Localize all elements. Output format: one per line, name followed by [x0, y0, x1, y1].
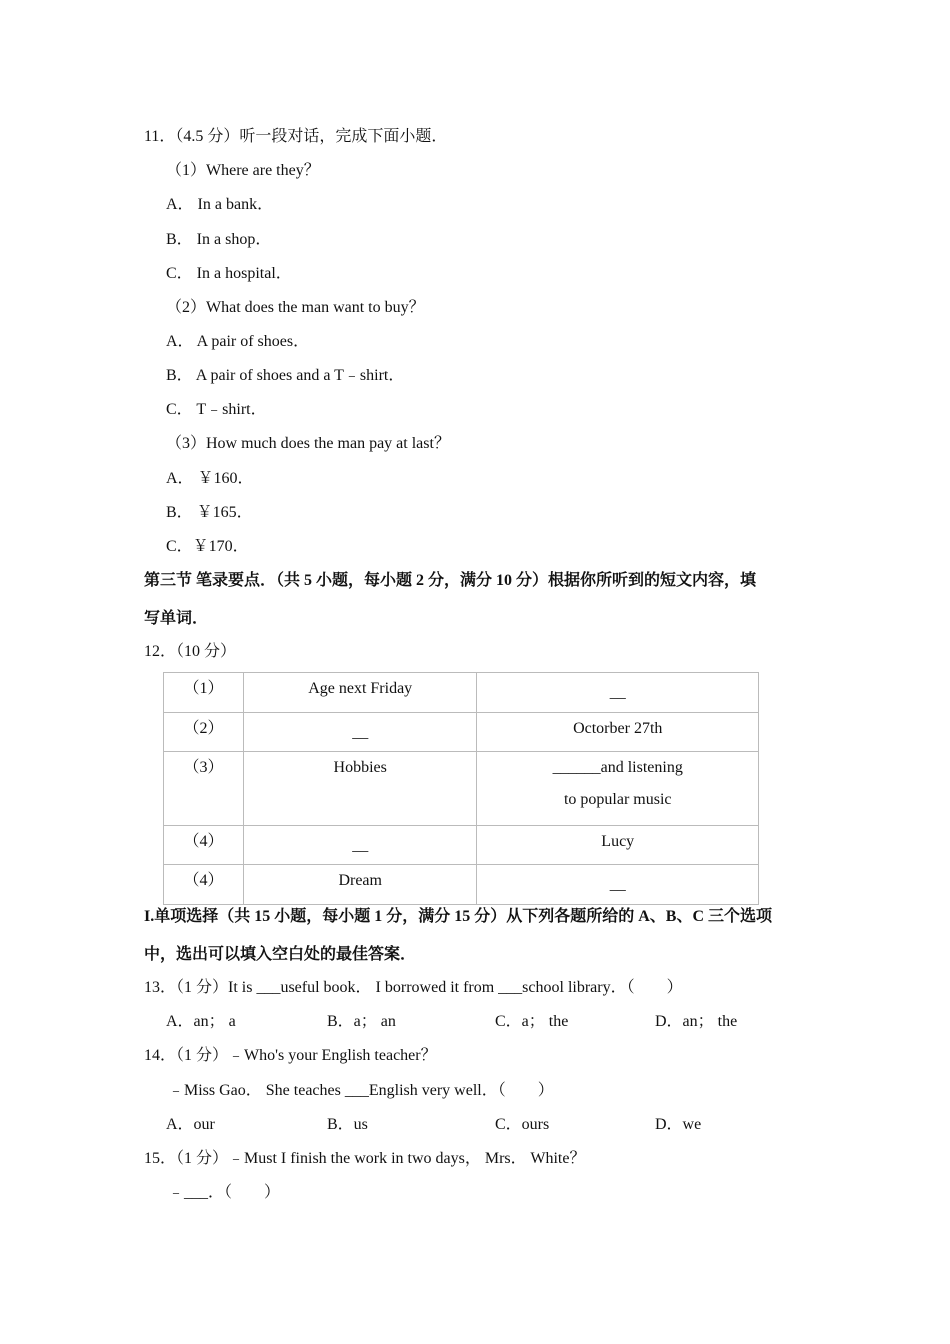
q12-table: [163, 672, 759, 905]
row-answer-blank: __: [477, 865, 759, 905]
row-value-line2: to popular music: [563, 791, 672, 808]
q14-option-b: B．us: [327, 1116, 368, 1133]
q14-option-c: C．ours: [495, 1116, 550, 1133]
q11-sub2-option-a: A． A pair of shoes．: [166, 333, 310, 350]
q13-option-c: C．a； the: [495, 1013, 569, 1030]
q14-option-a: A．our: [166, 1116, 215, 1133]
row-label-blank: __: [243, 826, 477, 865]
sectionI-heading-line1: I.单项选择（共 15 小题，每小题 1 分，满分 15 分）从下列各题所给的 A、B、C 三个选项: [144, 908, 773, 925]
sectionI-heading-line2: 中，选出可以填入空白处的最佳答案．: [144, 946, 417, 963]
q13-options: [0, 1012, 950, 1032]
q15-stem: 15．（1 分）﹣Must I finish the work in two days， Mrs． White？: [144, 1150, 586, 1167]
row-number: （2）: [164, 713, 244, 752]
q11-sub2-option-b: B． A pair of shoes and a T﹣shirt．: [166, 367, 405, 384]
q13-option-a: A．an； a: [166, 1013, 236, 1030]
section3-heading-line1: 第三节 笔录要点．（共 5 小题，每小题 2 分，满分 10 分）根据你所听到的短文内容，填: [144, 572, 757, 589]
table-row: [164, 865, 759, 905]
q11-sub3-option-b: B． ￥165．: [166, 504, 253, 521]
row-label: Hobbies: [243, 752, 477, 826]
q15-line2: ﹣___．（ ）: [168, 1184, 281, 1201]
row-value: [477, 752, 759, 826]
section3-heading-line2: 写单词．: [144, 610, 209, 627]
row-value: Octorber 27th: [477, 713, 759, 752]
q11-sub2-option-c: C． T﹣shirt．: [166, 401, 267, 418]
row-label: Dream: [243, 865, 477, 905]
q11-sub1-option-b: B． In a shop．: [166, 231, 272, 248]
q11-stem: 11．（4.5 分）听一段对话，完成下面小题．: [144, 128, 448, 145]
row-label: Age next Friday: [243, 673, 477, 713]
q11-sub3-option-a: A． ￥160．: [166, 470, 254, 487]
row-number: （1）: [164, 673, 244, 713]
q14-option-d: D．we: [655, 1116, 702, 1133]
row-number: （4）: [164, 865, 244, 905]
q14-line2: ﹣Miss Gao． She teaches ___English very well．（ ）: [168, 1082, 554, 1099]
q14-stem: 14．（1 分）﹣Who's your English teacher？: [144, 1047, 437, 1064]
table-row: [164, 752, 759, 826]
row-answer-blank: __: [477, 673, 759, 713]
q11-sub3: （3）How much does the man pay at last？: [166, 435, 450, 452]
q11-sub1: （1）Where are they？: [166, 162, 320, 179]
table-row: [164, 826, 759, 865]
q11-sub1-option-a: A． In a bank．: [166, 196, 274, 213]
table-row: [164, 673, 759, 713]
q13-option-d: D．an； the: [655, 1013, 738, 1030]
q11-sub2: （2）What does the man want to buy？: [166, 299, 425, 316]
q11-sub1-option-c: C． In a hospital．: [166, 265, 292, 282]
row-number: （4）: [164, 826, 244, 865]
row-value-line1: ______and listening: [552, 759, 683, 776]
row-value: Lucy: [477, 826, 759, 865]
q14-options: [0, 1115, 950, 1135]
q13-option-b: B．a； an: [327, 1013, 396, 1030]
row-number: （3）: [164, 752, 244, 826]
table-row: [164, 713, 759, 752]
q12-stem: 12．（10 分）: [144, 643, 237, 660]
q13-stem: 13．（1 分）It is ___useful book． I borrowed it from ___school library．（ ）: [144, 979, 683, 996]
row-label-blank: __: [243, 713, 477, 752]
q11-sub3-option-c: C．￥170．: [166, 538, 249, 555]
